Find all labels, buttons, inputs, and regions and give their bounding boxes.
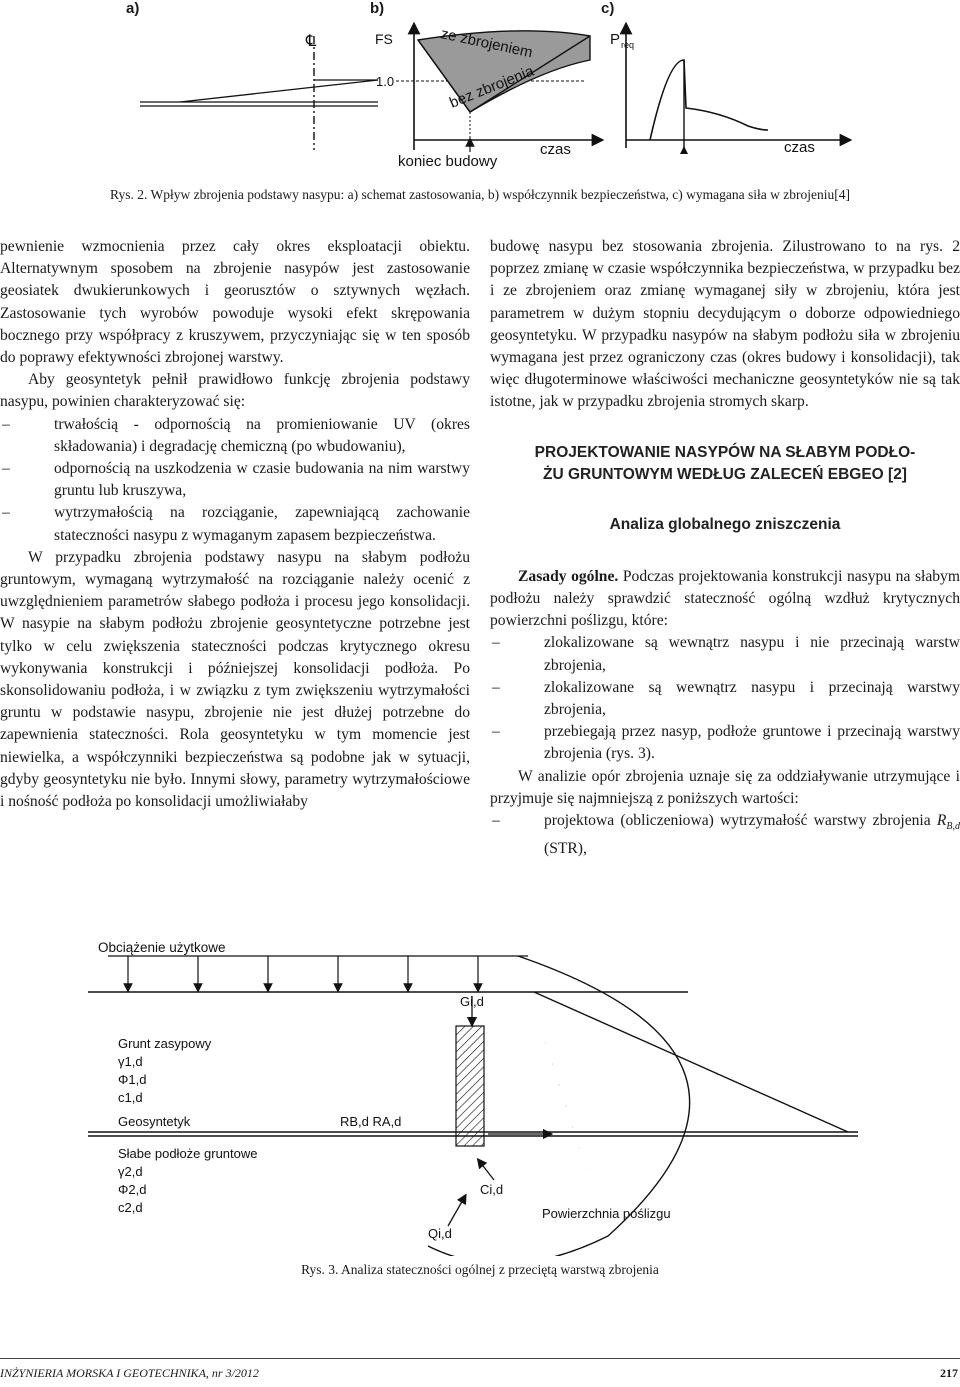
fig3-geo-label: Geosyntetyk (118, 1114, 191, 1129)
left-paragraph-2: Aby geosyntetyk pełnił prawidłowo funkcję zbrojenia podstawy nasypu, powinien charakteryzować się: (0, 371, 470, 411)
fig3-C-label: Ci,d (480, 1182, 504, 1197)
fig3-load-label: Obciążenie użytkowe (98, 940, 226, 955)
fig2-label-b: b) (370, 0, 385, 17)
fig2b-tick: 1.0 (376, 74, 395, 89)
fig2b-ylabel: FS (375, 31, 393, 47)
lead-text: Zasady ogólne. (518, 567, 619, 585)
list-item-text (544, 810, 960, 861)
fig3-gamma1: γ1,d (118, 1054, 143, 1069)
fig2-caption: Rys. 2. Wpływ zbrojenia podstawy nasypu: a) schemat zastosowania, b) współczynnik bezpieczeństwa, c) wymagana siła w zbrojeniu[4] (110, 187, 850, 202)
item-text: (STR), (544, 840, 587, 858)
left-list-item (0, 458, 470, 502)
fig2b-curve-bottom-label: bez zbrojenia (447, 62, 537, 112)
right-paragraph-3: W analizie opór zbrojenia uznaje się za oddziaływanie utrzymujące i przyjmuje się najmniejszą z poniższych wartości: (490, 767, 960, 807)
left-paragraph-1: pewnienie wzmocnienia przez cały okres eksploatacji obiektu. Alternatywnym sposobem na zbrojenie nasypów jest zastosowanie geosiatek dwukierunkowych i georusztów o sztywnych węzłach. Zastosowanie tych wyrobów powoduje wysoki efekt skrępowania bocznego przy współpracy z kruszywem, przyczyniając się w ten sposób do poprawy efektywności zbrojonej warstwy. (0, 238, 470, 367)
left-column (0, 236, 470, 813)
paragraph-body: Podczas projektowania konstrukcji nasypu na słabym podłożu należy sprawdzić stateczność ogólną wzdłuż krytycznych powierzchni poślizgu, które: (490, 567, 960, 630)
item-text: projektowa (obliczeniowa) wytrzymałość warstwy zbrojenia (544, 812, 937, 830)
dash-mark: – (2, 504, 10, 522)
dash-mark: – (492, 723, 500, 741)
fig3-gamma2: γ2,d (118, 1164, 143, 1179)
section-heading (490, 442, 960, 486)
list-item-text: wytrzymałością na rozciąganie, zapewniającą zachowanie stateczności nasypu z wymaganym zapasem bezpieczeństwa. (54, 504, 470, 544)
right-paragraph-1: budowę nasypu bez stosowania zbrojenia. Zilustrowano to na rys. 2 poprzez zmianę w czasie współczynnika bezpieczeństwa, w przypadku bez i ze zbrojeniem oraz zmianę wymaganej siły w zbrojeniu, która jest parametrem w dużym stopniu decydującym o doborze odpowiedniego geosyntetyku. W przypadku nasypów na słabym podłożu siła w zbrojeniu wymagana jest przez ograniczony czas (okres budowy i konsolidacji), tak więc długoterminowe właściwości mechaniczne geosyntetyków nie są tak istotne, jak w przypadku zbrojenia stromych skarp. (490, 238, 960, 411)
footer-journal: INŻYNIERIA MORSKA I GEOTECHNIKA, nr 3/2012 (0, 1366, 259, 1380)
fig3-c1: c1,d (118, 1090, 143, 1105)
right-list-item (490, 677, 960, 721)
fig2c-ylabel: P (610, 31, 621, 48)
load-arrows (108, 956, 528, 988)
fig2b-note: koniec budowy (398, 153, 498, 170)
fig3-caption: Rys. 3. Analiza stateczności ogólnej z przeciętą warstwą zbrojenia (301, 1262, 659, 1277)
right-column (490, 236, 960, 861)
list-item-text: odpornością na uszkodzenia w czasie budowania na nim warstwy gruntu lub kruszywa, (54, 460, 470, 500)
fig2-label-a: a) (126, 0, 140, 17)
list-item-text: zlokalizowane są wewnątrz nasypu i nie przecinają warstw zbrojenia, (544, 634, 960, 674)
fig3-R-label: RB,d RA,d (340, 1114, 402, 1129)
fig2b-xlabel: czas (540, 141, 571, 158)
dash-mark: – (492, 678, 500, 696)
fig2-diagrams (0, 0, 960, 180)
symbol-subscript: B,d (946, 821, 960, 833)
fig3-Q-label: Qi,d (428, 1226, 452, 1241)
section-heading-line-1: PROJEKTOWANIE NASYPÓW NA SŁABYM PODŁO- (534, 443, 916, 461)
fig2a-axis-symbol: ℄ (306, 33, 317, 50)
fig2c-ylabel-sub: req (621, 40, 635, 50)
footer-page-number: 217 (940, 1366, 958, 1380)
fig2-label-c: c) (601, 0, 615, 17)
fig3-surface-label: Powierzchnia poślizgu (542, 1206, 671, 1221)
dash-mark: – (2, 460, 10, 478)
fig3-weak-label: Słabe podłoże gruntowe (118, 1146, 258, 1161)
fig3-diagram (88, 936, 870, 1256)
left-list-item (0, 414, 470, 458)
fig3-phi1: Φ1,d (118, 1072, 147, 1087)
fig3-fill-label: Grunt zasypowy (118, 1036, 212, 1051)
right-list-item (490, 721, 960, 765)
fig2a-schematic (140, 36, 378, 150)
right-list-item (490, 810, 960, 861)
right-list-item (490, 632, 960, 676)
list-item-text: trwałością - odpornością na promieniowanie UV (okres składowania) i degradację chemiczną (po wbudowaniu), (54, 415, 470, 455)
right-paragraph-2 (490, 566, 960, 633)
fig3-phi2: Φ2,d (118, 1182, 147, 1197)
left-paragraph-3: W przypadku zbrojenia podstawy nasypu na słabym podłożu gruntowym, wymaganą wytrzymałość na rozciąganie należy ocenić z uwzględnieniem parametrów słabego podłoża i procesu jego konsolidacji. W nasypie na słabym podłożu zbrojenie geosyntetyczne potrzebne jest tylko w celu zwiększenia stateczności podczas krytycznego okresu wykonywania konstrukcji i późniejszej konsolidacji podłoża. Po skonsolidowaniu podłoża, i w związku z tym zwiększeniu wytrzymałości gruntu w podstawie nasypu, zbrojenie nie jest dłużej potrzebne do zapewnienia stateczności. Rola geosyntetyku w tym momencie jest niewielka, a współczynniki bezpieczeństwa są podobne jak w sytuacji, gdyby geosyntetyku nie było. Innymi słowy, parametry wytrzymałościowe i nośność podłoża po konsolidacji umożliwiałaby (0, 548, 470, 811)
fig3-G-label: Gi,d (460, 994, 484, 1009)
left-list-item (0, 502, 470, 546)
list-item-text: przebiegają przez nasyp, podłoże gruntowe i przecinają warstwy zbrojenia (rys. 3). (544, 723, 960, 763)
section-heading-line-2: ŻU GRUNTOWYM WEDŁUG ZALECEŃ EBGEO [2] (543, 465, 907, 483)
fig2c-xlabel: czas (784, 139, 815, 156)
list-item-text: zlokalizowane są wewnątrz nasypu i przecinają warstwy zbrojenia, (544, 678, 960, 719)
footer-rule (0, 1358, 960, 1359)
symbol: R (936, 812, 947, 830)
fig2c-plot (626, 28, 846, 154)
subsection-heading: Analiza globalnego zniszczenia (609, 515, 841, 533)
fig3-c2: c2,d (118, 1200, 143, 1215)
fig2b-curve-top-label: ze zbrojeniem (439, 25, 535, 62)
dash-mark: – (492, 634, 500, 652)
dash-mark: – (492, 812, 500, 830)
dash-mark: – (2, 415, 10, 433)
